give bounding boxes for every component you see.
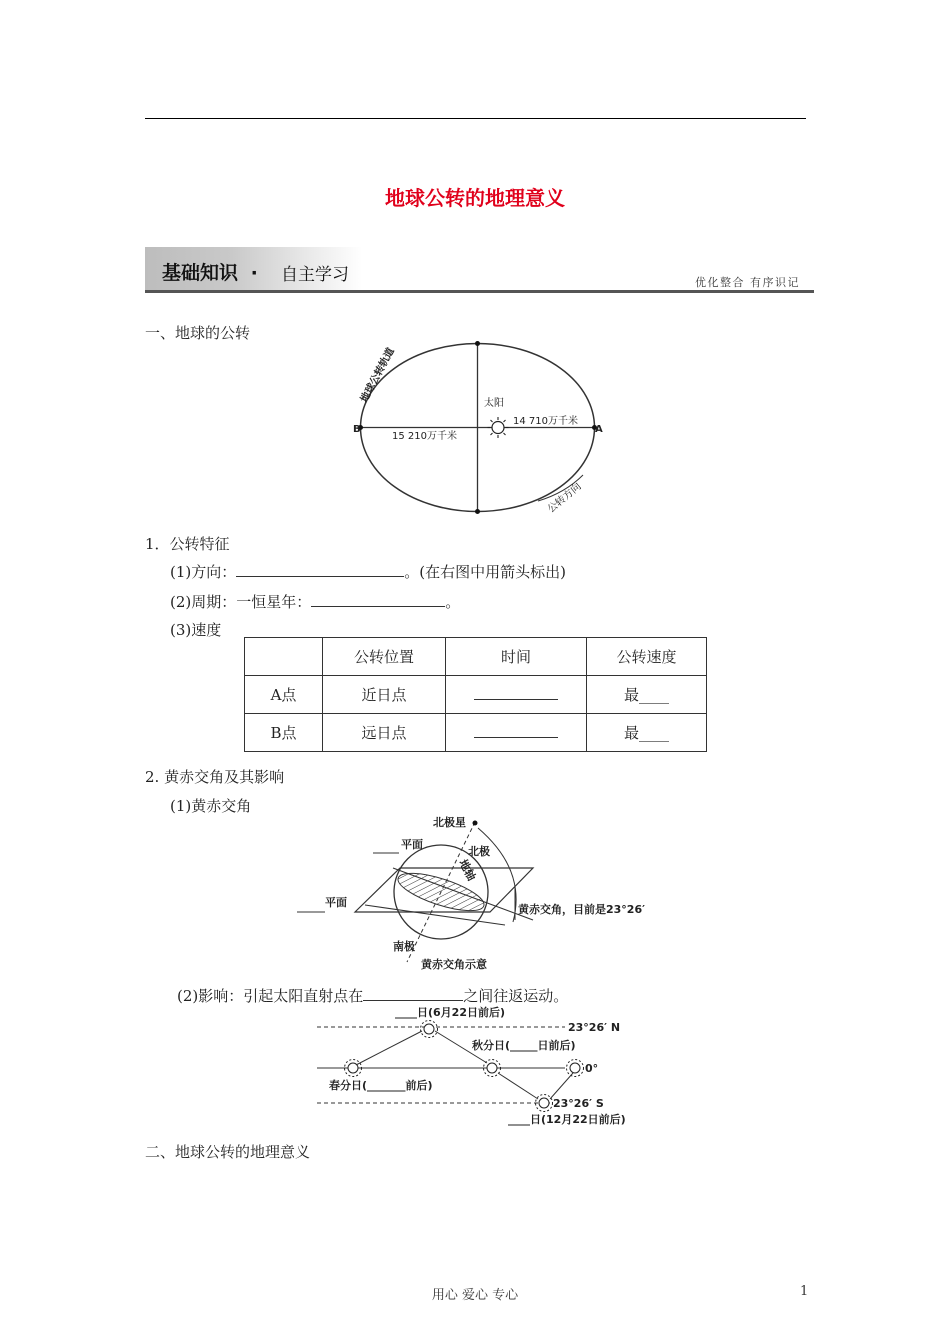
point-a-label: A: [595, 424, 603, 435]
orbit-diagram: [340, 333, 620, 523]
sun-label: 太阳: [484, 398, 504, 409]
equator-label: 0°: [585, 1062, 599, 1075]
polaris-label: 北极星: [433, 816, 466, 829]
page-number: 1: [800, 1284, 809, 1299]
header-rule: [145, 118, 806, 119]
part1-heading: 一、地球的公转: [145, 324, 251, 342]
obliquity-subheading: (1)黄赤交角: [170, 797, 252, 815]
section-title: 基础知识 ·: [162, 262, 258, 284]
item1-heading: 1．公转特征: [145, 535, 230, 553]
page-title: 地球公转的地理意义: [385, 186, 565, 210]
table-row: A点 近日点 最____: [245, 676, 707, 714]
autumn-label: 秋分日(_____日前后): [472, 1039, 576, 1052]
time-blank-a[interactable]: [474, 685, 558, 700]
point-b-label: B: [353, 424, 361, 435]
axis-label: 地轴: [456, 857, 479, 883]
table-row: B点 远日点 最____: [245, 714, 707, 752]
influence-blank[interactable]: [363, 986, 463, 1001]
south-pole-label: 南极: [393, 940, 415, 953]
winter-label: ____日(12月22日前后): [508, 1113, 626, 1126]
speed-table: [244, 637, 707, 752]
summer-label: ____日(6月22日前后): [395, 1006, 506, 1019]
migration-diagram: [315, 1003, 645, 1131]
part2-heading: 二、地球公转的地理意义: [145, 1143, 311, 1161]
obliquity-caption: 黄赤交角示意: [421, 958, 487, 971]
sun-icon-summer: [421, 1021, 438, 1038]
direction-blank[interactable]: [236, 562, 404, 577]
period-blank[interactable]: [311, 592, 445, 607]
north-pole-label: 北极: [468, 845, 490, 858]
plane1-label: 平面: [401, 838, 423, 851]
influence-line: (2)影响：引起太阳直射点在 之间往返运动。: [177, 987, 569, 1005]
lat-s-label: 23°26′ S: [553, 1097, 604, 1110]
direction-line: (1)方向： 。(在右图中用箭头标出): [170, 563, 566, 581]
time-blank-b[interactable]: [474, 723, 558, 738]
plane2-label: 平面: [325, 896, 347, 909]
sun-icon-equator: [567, 1060, 584, 1077]
table-header-row: 公转位置 时间 公转速度: [245, 638, 707, 676]
direction-label: 公转方向: [545, 481, 584, 516]
item2-heading: 2. 黄赤交角及其影响: [145, 768, 285, 786]
footer-text: 用心 爱心 专心: [431, 1288, 519, 1303]
distance-a: 14 710万千米: [513, 416, 578, 427]
obliquity-diagram: [295, 810, 675, 975]
period-line: (2)周期：一恒星年： 。: [170, 593, 461, 611]
section-tagline: 优化整合 有序识记: [695, 276, 800, 289]
section-underline: [145, 290, 814, 293]
speed-label: (3)速度: [170, 621, 222, 639]
section-subtitle: 自主学习: [281, 265, 349, 285]
lat-n-label: 23°26′ N: [568, 1021, 621, 1034]
spring-label: 春分日(_______前后): [329, 1079, 433, 1092]
orbit-label: 地球公转轨道: [358, 346, 397, 405]
angle-label: 黄赤交角，目前是23°26′: [518, 903, 646, 916]
distance-b: 15 210万千米: [392, 431, 457, 442]
